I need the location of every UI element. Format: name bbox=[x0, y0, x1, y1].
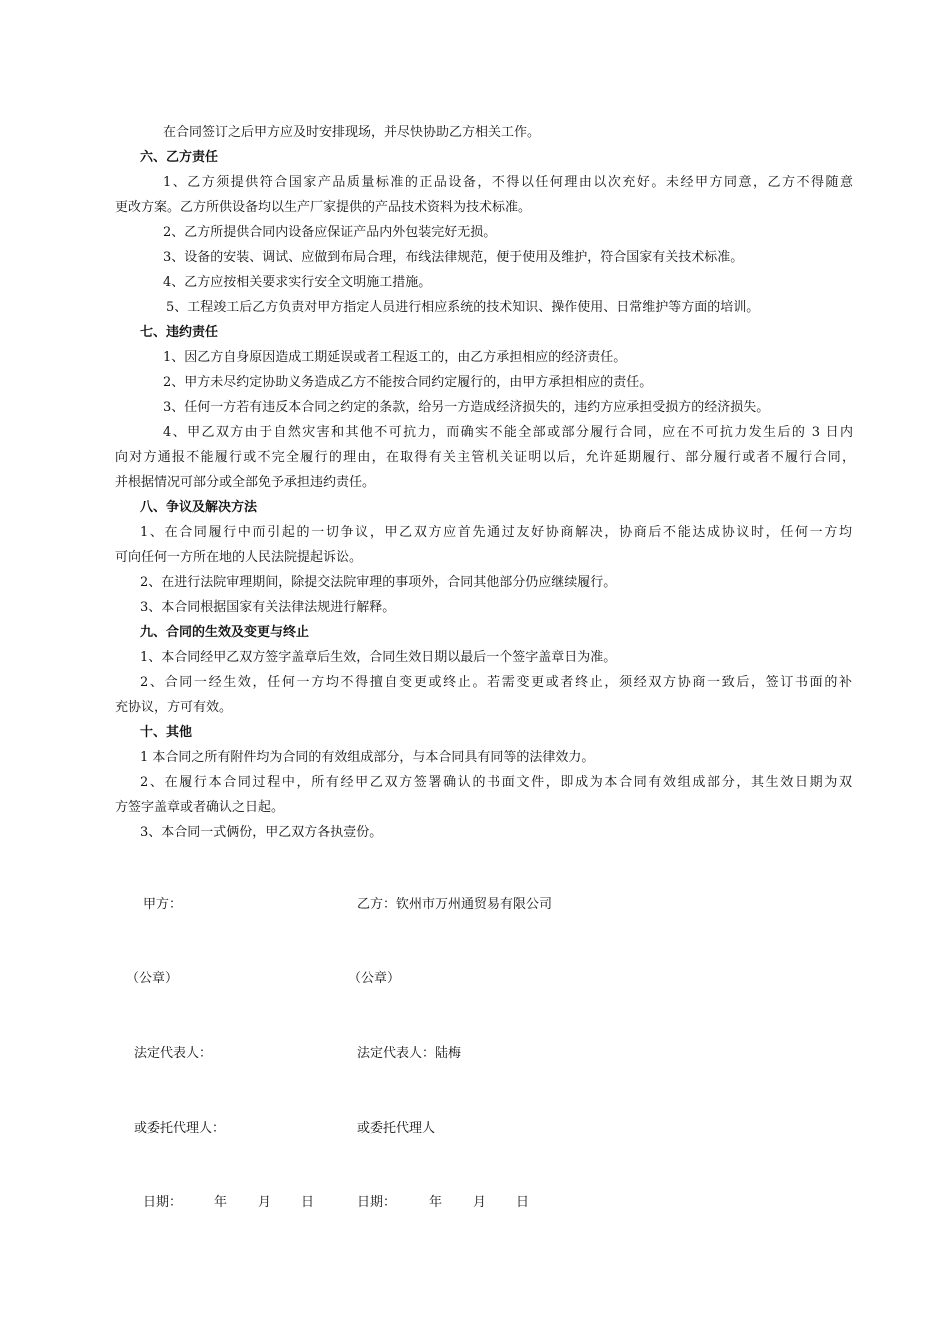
section-10-item-1: 1 本合同之所有附件均为合同的有效组成部分，与本合同具有同等的法律效力。 bbox=[140, 750, 595, 765]
section-9-title: 九、合同的生效及变更与终止 bbox=[140, 625, 310, 640]
section-8-item-3: 3、本合同根据国家有关法律法规进行解释。 bbox=[140, 600, 396, 615]
section-7-item-2: 2、甲方未尽约定协助义务造成乙方不能按合同约定履行的，由甲方承担相应的责任。 bbox=[163, 375, 653, 390]
party-b-legal-rep: 法定代表人：陆梅 bbox=[357, 1046, 462, 1061]
party-a-day: 日 bbox=[301, 1195, 315, 1210]
section-7-item-4-line-2: 向对方通报不能履行或不完全履行的理由，在取得有关主管机关证明以后，允许延期履行、部分履行或者不履行合同， bbox=[115, 450, 855, 465]
section-7-item-1: 1、因乙方自身原因造成工期延误或者工程返工的，由乙方承担相应的经济责任。 bbox=[163, 350, 627, 365]
party-b-label: 乙方：钦州市万州通贸易有限公司 bbox=[357, 897, 553, 912]
section-10-title: 十、其他 bbox=[140, 725, 193, 740]
section-6-item-2: 2、乙方所提供合同内设备应保证产品内外包装完好无损。 bbox=[163, 225, 497, 240]
party-b-date-label: 日期： bbox=[357, 1195, 397, 1210]
section-6-item-3: 3、设备的安装、调试、应做到布局合理，布线法律规范，便于使用及维护，符合国家有关技术标准。 bbox=[163, 250, 744, 265]
party-b-day: 日 bbox=[516, 1195, 530, 1210]
section-9-item-2-line-2: 充协议，方可有效。 bbox=[115, 700, 233, 715]
section-6-item-4: 4、乙方应按相关要求实行安全文明施工措施。 bbox=[163, 275, 432, 290]
section-10-item-2-line-2: 方签字盖章或者确认之日起。 bbox=[115, 800, 285, 815]
intro-paragraph: 在合同签订之后甲方应及时安排现场，并尽快协助乙方相关工作。 bbox=[163, 125, 541, 140]
party-a-month: 月 bbox=[258, 1195, 272, 1210]
party-b-seal: （公章） bbox=[348, 971, 401, 986]
section-8-item-1-line-2: 可向任何一方所在地的人民法院提起诉讼。 bbox=[115, 550, 363, 565]
section-7-item-4-line-3: 并根据情况可部分或全部免予承担违约责任。 bbox=[115, 475, 376, 490]
section-9-item-1: 1、本合同经甲乙双方签字盖章后生效，合同生效日期以最后一个签字盖章日为准。 bbox=[140, 650, 617, 665]
section-10-item-3: 3、本合同一式俩份，甲乙双方各执壹份。 bbox=[140, 825, 383, 840]
section-7-item-3: 3、任何一方若有违反本合同之约定的条款，给另一方造成经济损失的，违约方应承担受损方的经济损失。 bbox=[163, 400, 770, 415]
section-9-item-2-line-1: 2、合同一经生效，任何一方均不得擅自变更或终止。若需变更或者终止，须经双方协商一致后，签订书面的补 bbox=[140, 675, 852, 690]
section-8-title: 八、争议及解决方法 bbox=[140, 500, 258, 515]
section-6-item-1-line-1: 1、乙方须提供符合国家产品质量标准的正品设备，不得以任何理由以次充好。未经甲方同意，乙方不得随意 bbox=[163, 175, 853, 190]
party-b-year: 年 bbox=[429, 1195, 443, 1210]
section-6-title: 六、乙方责任 bbox=[140, 150, 219, 165]
section-7-title: 七、违约责任 bbox=[140, 325, 219, 340]
party-a-label: 甲方： bbox=[143, 897, 183, 912]
section-8-item-2: 2、在进行法院审理期间，除提交法院审理的事项外，合同其他部分仍应继续履行。 bbox=[140, 575, 617, 590]
party-b-agent: 或委托代理人 bbox=[357, 1121, 436, 1136]
section-10-item-2-line-1: 2、在履行本合同过程中，所有经甲乙双方签署确认的书面文件，即成为本合同有效组成部分，其生效日期为双 bbox=[140, 775, 852, 790]
section-6-item-5: 5、工程竣工后乙方负责对甲方指定人员进行相应系统的技术知识、操作使用、日常维护等方面的培训。 bbox=[166, 300, 760, 315]
party-a-year: 年 bbox=[214, 1195, 228, 1210]
party-b-month: 月 bbox=[473, 1195, 487, 1210]
party-a-seal: （公章） bbox=[126, 971, 179, 986]
section-7-item-4-line-1: 4、甲乙双方由于自然灾害和其他不可抗力，而确实不能全部或部分履行合同，应在不可抗力发生后的 3 日内 bbox=[163, 425, 853, 440]
party-a-date-label: 日期： bbox=[143, 1195, 183, 1210]
section-6-item-1-line-2: 更改方案。乙方所供设备均以生产厂家提供的产品技术资料为技术标准。 bbox=[115, 200, 532, 215]
section-8-item-1-line-1: 1、在合同履行中而引起的一切争议，甲乙双方应首先通过友好协商解决，协商后不能达成协议时，任何一方均 bbox=[140, 525, 852, 540]
party-a-legal-rep: 法定代表人： bbox=[134, 1046, 213, 1061]
party-a-agent: 或委托代理人： bbox=[134, 1121, 226, 1136]
